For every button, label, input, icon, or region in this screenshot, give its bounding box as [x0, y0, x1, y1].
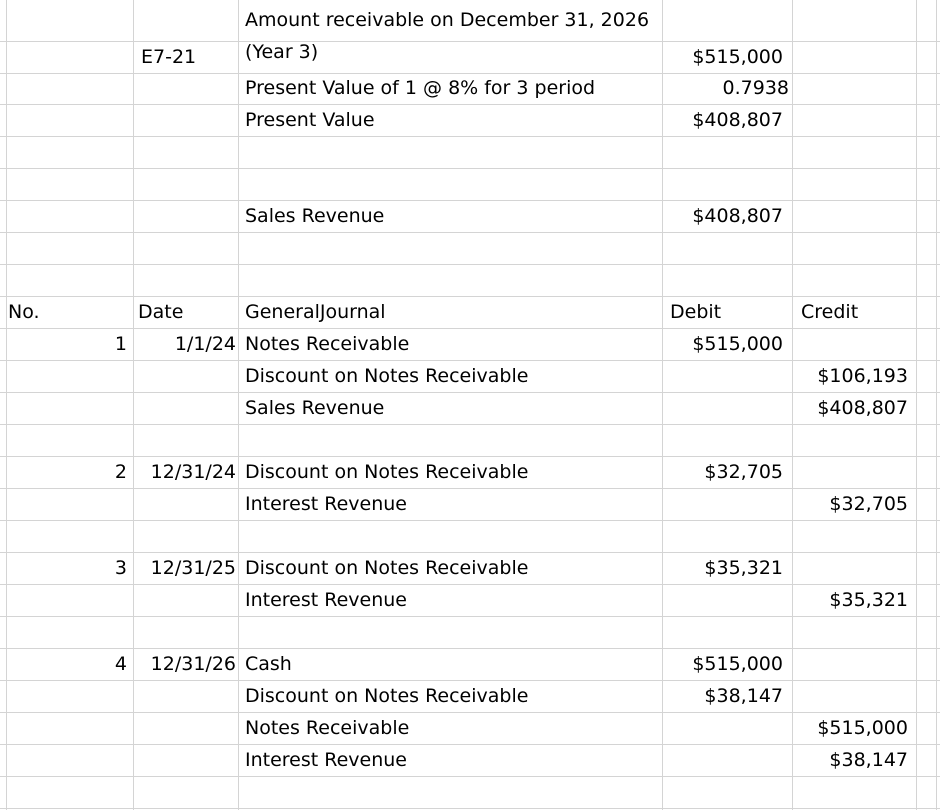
gridline-horizontal — [0, 744, 940, 745]
entry-date: 12/31/26 — [150, 653, 236, 675]
entry-credit: $35,321 — [829, 589, 908, 611]
entry-date: 12/31/25 — [150, 557, 236, 579]
entry-number: 2 — [114, 461, 127, 483]
gridline-vertical — [936, 0, 937, 810]
gridline-horizontal — [0, 360, 940, 361]
gridline-horizontal — [0, 328, 940, 329]
amount-receivable-value: $515,000 — [692, 46, 783, 68]
gridline-horizontal — [0, 616, 940, 617]
gridline-horizontal — [0, 712, 940, 713]
entry-debit: $38,147 — [704, 685, 783, 707]
sales-revenue-label: Sales Revenue — [245, 205, 385, 227]
amount-receivable-label-line1: Amount receivable on December 31, 2026 — [245, 9, 650, 31]
gridline-horizontal — [0, 73, 940, 74]
pv-factor-value: 0.7938 — [722, 77, 789, 99]
header-credit: Credit — [801, 301, 859, 323]
gridline-vertical — [133, 0, 134, 810]
gridline-horizontal — [0, 136, 940, 137]
pv-factor-label: Present Value of 1 @ 8% for 3 period — [245, 77, 596, 99]
entry-credit: $38,147 — [829, 749, 908, 771]
entry-account: Cash — [245, 653, 292, 675]
entry-account: Notes Receivable — [245, 717, 410, 739]
gridline-horizontal — [0, 456, 940, 457]
entry-date: 1/1/24 — [174, 333, 236, 355]
entry-date: 12/31/24 — [150, 461, 236, 483]
gridline-horizontal — [0, 552, 940, 553]
gridline-vertical — [6, 0, 7, 810]
entry-credit: $515,000 — [817, 717, 908, 739]
entry-account: Discount on Notes Receivable — [245, 685, 529, 707]
gridline-vertical — [916, 0, 917, 810]
amount-receivable-label-line2: (Year 3) — [245, 41, 319, 63]
entry-account: Discount on Notes Receivable — [245, 461, 529, 483]
entry-number: 4 — [114, 653, 127, 675]
gridline-horizontal — [0, 296, 940, 297]
entry-account: Interest Revenue — [245, 493, 408, 515]
gridline-horizontal — [0, 520, 940, 521]
gridline-horizontal — [0, 264, 940, 265]
header-no: No. — [8, 301, 40, 323]
entry-account: Discount on Notes Receivable — [245, 365, 529, 387]
gridline-horizontal — [0, 488, 940, 489]
entry-account: Interest Revenue — [245, 749, 408, 771]
entry-account: Sales Revenue — [245, 397, 385, 419]
gridline-horizontal — [0, 776, 940, 777]
entry-account: Discount on Notes Receivable — [245, 557, 529, 579]
gridline-horizontal — [0, 648, 940, 649]
gridline-horizontal — [0, 808, 940, 809]
entry-account: Notes Receivable — [245, 333, 410, 355]
entry-debit: $32,705 — [704, 461, 783, 483]
entry-credit: $408,807 — [817, 397, 908, 419]
header-general-journal: GeneralJournal — [245, 301, 386, 323]
entry-number: 1 — [114, 333, 127, 355]
entry-account: Interest Revenue — [245, 589, 408, 611]
entry-number: 3 — [114, 557, 127, 579]
gridline-horizontal — [0, 104, 940, 105]
gridline-horizontal — [0, 41, 940, 42]
entry-debit: $515,000 — [692, 653, 783, 675]
gridline-horizontal — [0, 232, 940, 233]
gridline-horizontal — [0, 168, 940, 169]
gridline-horizontal — [0, 424, 940, 425]
gridline-horizontal — [0, 680, 940, 681]
present-value-label: Present Value — [245, 109, 375, 131]
header-debit: Debit — [670, 301, 722, 323]
exercise-id: E7-21 — [141, 46, 197, 68]
gridline-vertical — [238, 0, 239, 810]
header-date: Date — [138, 301, 184, 323]
sales-revenue-value: $408,807 — [692, 205, 783, 227]
entry-debit: $515,000 — [692, 333, 783, 355]
gridline-horizontal — [0, 584, 940, 585]
entry-debit: $35,321 — [704, 557, 783, 579]
gridline-horizontal — [0, 200, 940, 201]
entry-credit: $106,193 — [817, 365, 908, 387]
entry-credit: $32,705 — [829, 493, 908, 515]
gridline-horizontal — [0, 392, 940, 393]
present-value-value: $408,807 — [692, 109, 783, 131]
